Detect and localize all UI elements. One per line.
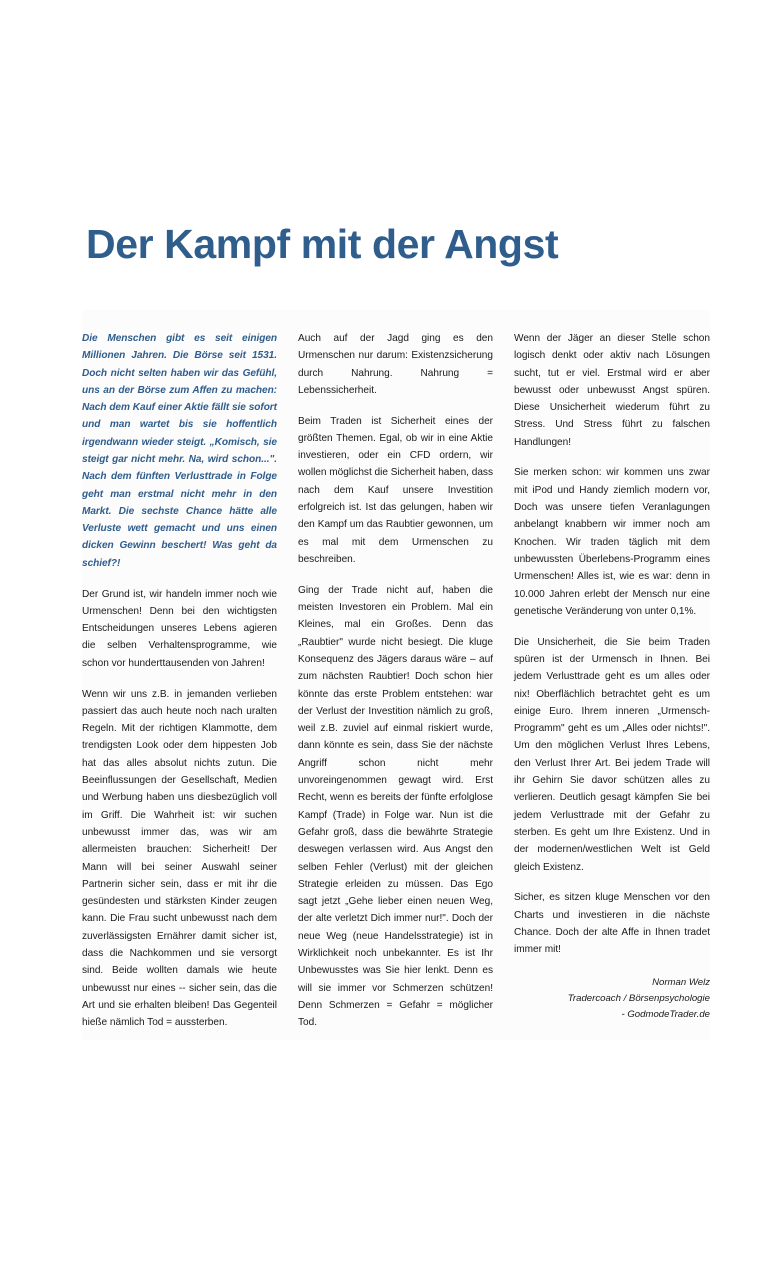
body-paragraph: Auch auf der Jagd ging es den Urmenschen nur darum: Existenzsicherung durch Nahrung. Nahrung = Lebenssicherheit. (298, 332, 493, 396)
column-3-body (514, 330, 710, 959)
body-paragraph: Sie merken schon: wir kommen uns zwar mit iPod und Handy ziemlich modern vor, Doch was unsere tiefen Veranlagungen anbelangt knabbern wir immer noch am Knochen. Wir traden täglich mit dem unbewussten Überlebens-Programm eines Urmenschen! Alles ist, wie es war: denn in 10.000 Jahren erlebt der Mensch nur eine genetische Veränderung von unter 0,1%. (514, 467, 710, 617)
body-paragraph: Der Grund ist, wir handeln immer noch wie Urmenschen! Denn bei den wichtigsten Entscheidungen unseres Lebens agieren die selben Verhaltensprogramme, wie schon vor hunderttausenden von Jahren! (82, 588, 277, 669)
body-paragraph: Beim Traden ist Sicherheit eines der größten Themen. Egal, ob wir in eine Aktie investieren, oder ein CFD ordern, wir wollen möglichst die Sicherheit haben, dass nach dem Kauf unsere Investition erfolgreich ist. Ist das gelungen, haben wir den Kampf um das Raubtier gewonnen, um es mal mit dem Urmenschen zu beschreiben. (298, 415, 493, 565)
byline-role: Tradercoach / Börsenpsychologie (567, 992, 710, 1004)
article-column-2 (298, 330, 493, 1045)
lede-paragraph: Die Menschen gibt es seit einigen Millionen Jahren. Die Börse seit 1531. Doch nicht selten haben wir das Gefühl, uns an der Börse zum Affen zu machen: Nach dem Kauf einer Aktie fällt sie sofort und man wartet bis sie hoffentlich irgendwann wieder steigt. „Komisch, sie steigt gar nicht mehr. Na, wird schon...". Nach dem fünften Verlusttrade in Folge geht man erstmal nicht mehr in den Markt. Die sechste Chance hätte alle Verluste wett gemacht und uns einen dicken Gewinn beschert! Was geht da schief?! (82, 332, 277, 569)
body-paragraph: Wenn der Jäger an dieser Stelle schon logisch denkt oder aktiv nach Lösungen sucht, tut er viel. Erstmal wird er aber bewusst oder unbewusst Angst spüren. Diese Unsicherheit wiederum führt zu Stress. Und Stress führt zu falschen Handlungen! (514, 332, 710, 448)
article-column-3 (514, 330, 710, 1023)
article-lede (82, 330, 277, 572)
body-paragraph: Die Unsicherheit, die Sie beim Traden spüren ist der Urmensch in Ihnen. Bei jedem Verlusttrade geht es um alles oder nix! Oberflächlich betrachtet geht es um einige Euro. Ihrem inneren „Urmensch-Programm" geht es um „Alles oder nichts!". Um den möglichen Verlust Ihres Lebens, den Verlust Ihrer Art. Bei jedem Trade will ihr Gehirn Sie davor schützen alles zu verlieren. Deutlich gesagt kämpfen Sie bei jedem Verlusttrade mit der Gefahr zu sterben. Es geht um Ihre Existenz. Und in der modernen/westlichen Welt ist Geld gleich Existenz. (514, 636, 710, 873)
page-title: Der Kampf mit der Angst (86, 221, 559, 267)
column-1-body (82, 586, 277, 1032)
byline-source: - GodmodeTrader.de (621, 1008, 710, 1020)
byline-author: Norman Welz (652, 976, 710, 988)
body-paragraph: Ging der Trade nicht auf, haben die meisten Investoren ein Problem. Mal ein Kleines, mal ein Großes. Denn das „Raubtier" wurde nicht besiegt. Die kluge Konsequenz des Jägers daraus wäre – auf zum nächsten Raubtier! Doch schon hier könnte das erste Problem entstehen: war der Verlust der Investition nämlich zu groß, weil z.B. zuviel auf einmal riskiert wurde, dann könnte es sein, dass Sie der nächste Angriff schon nicht mehr unvoreingenommen gewagt wird. Erst Recht, wenn es bereits der fünfte erfolglose Kampf (Trade) in Folge war. Nun ist die Gefahr groß, dass die bewährte Strategie deswegen verlassen wird. Aus Angst den selben Fehler (Verlust) mit der gleichen Strategie erleiden zu müssen. Das Ego sagt jetzt „Gehe lieber einen neuen Weg, der alte verletzt Dich immer nur!". Doch der neue Weg (neue Handelsstrategie) ist in Wirklichkeit noch unbekannter. Es ist Ihr Unbewusstes was Sie hier lenkt. Denn es will sie immer vor Schmerzen schützen! Denn Schmerzen = Gefahr = möglicher Tod. (298, 584, 493, 1029)
article-columns (82, 330, 710, 1045)
article (82, 222, 710, 1045)
body-paragraph: Wenn wir uns z.B. in jemanden verlieben passiert das auch heute noch nach uralten Regeln. Mit der richtigen Klammotte, dem trendigsten Look oder dem hippesten Job hat das alles absolut nichts zutun. Die Beeinflussungen der Gesellschaft, Medien und Werbung haben uns diesbezüglich voll im Griff. Die Wahrheit ist: wir suchen unbewusst immer das, was wir am allermeisten brauchen: Sicherheit! Der Mann will bei seiner Auswahl seiner Partnerin sicher sein, dass er mit ihr die gesündesten und stärksten Kinder zeugen kann. Die Frau sucht unbewusst nach dem zuverlässigsten Ernährer damit sicher ist, dass die Nachkommen und sie versorgt sind. Beide wollten damals wie heute unbewusst nur eines -- sicher sein, das die Art und sie erhalten bleiben! Das Gegenteil hieße nämlich Tod = aussterben. (82, 688, 277, 1029)
body-paragraph: Sicher, es sitzen kluge Menschen vor den Charts und investieren in die nächste Chance. Doch der alte Affe in Ihnen tradet immer mit! (514, 892, 710, 956)
article-byline (514, 975, 710, 1023)
article-column-1 (82, 330, 277, 1045)
column-2-body (298, 330, 493, 1032)
